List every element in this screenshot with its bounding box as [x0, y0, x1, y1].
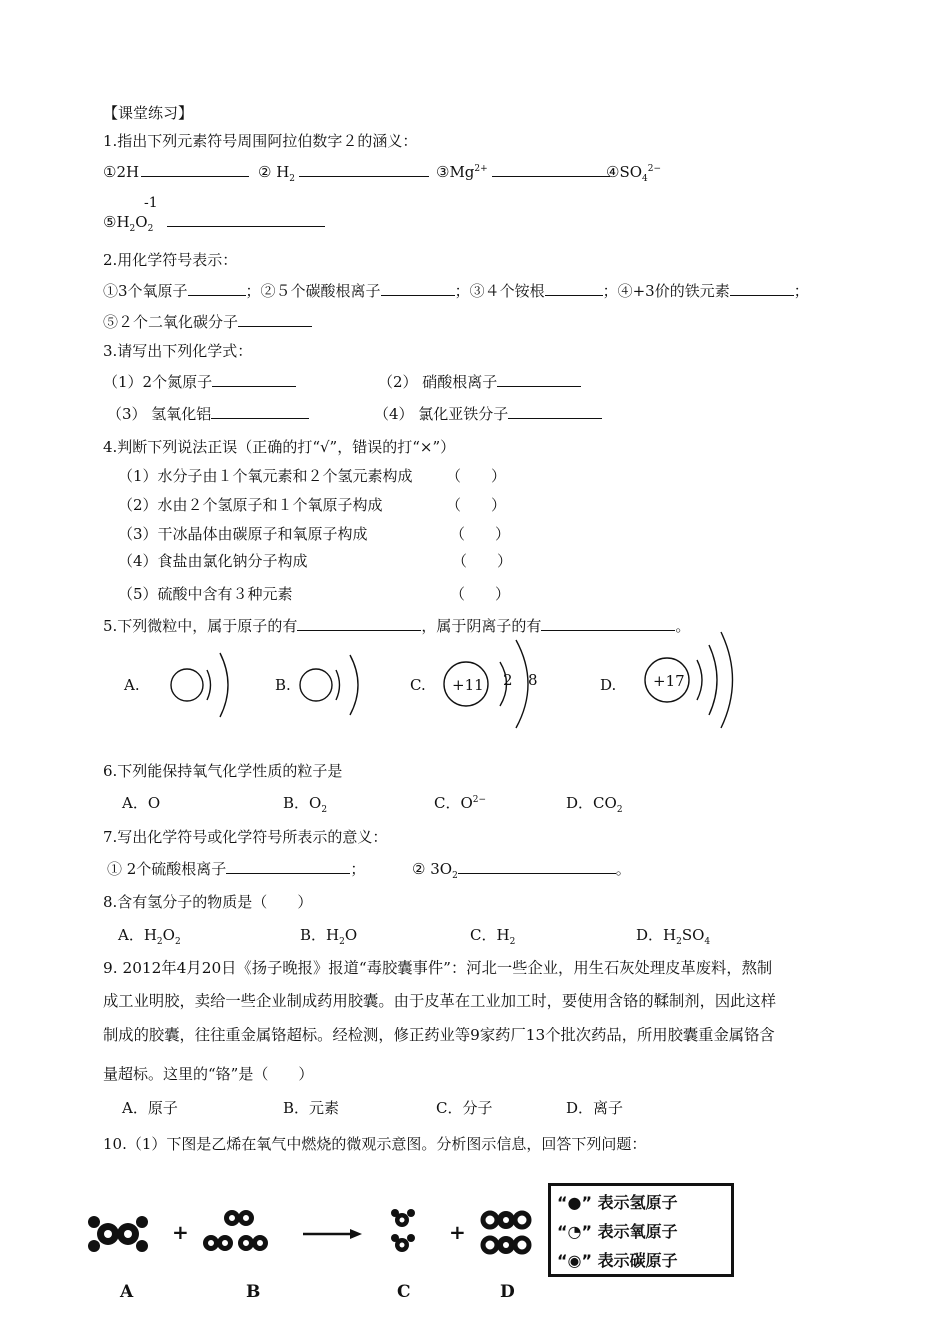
- q4-paren[interactable]: （ ）: [452, 552, 513, 570]
- q6-option-c[interactable]: C．$O^{2-}$: [434, 794, 487, 812]
- ion-c-shell2-count: 8: [528, 671, 538, 689]
- q3-c: （3） 氢氧化铝: [107, 404, 309, 424]
- reaction-arrow: [303, 1229, 362, 1239]
- q8-option-b[interactable]: B．$H_2O$: [300, 926, 358, 947]
- legend-oxygen: “◔” 表示氧原子: [557, 1222, 678, 1241]
- q6-option-a[interactable]: A．O: [122, 794, 161, 812]
- q3-stem: 3.请写出下列化学式：: [103, 342, 253, 360]
- q9-option-b[interactable]: B．元素: [283, 1099, 340, 1117]
- q2-line2: ⑤２个二氧化碳分子: [103, 312, 312, 332]
- q9-line4: 量超标。这里的“铬”是（ ）: [103, 1065, 314, 1083]
- molecules-c-water: [391, 1209, 415, 1252]
- q3-a: （1）2个氮原子: [103, 372, 296, 392]
- q4-item: （2）水由２个氢原子和１个氧原子构成: [118, 496, 383, 514]
- q7-stem: 7.写出化学符号或化学符号所表示的意义：: [103, 828, 388, 846]
- diagram-label-c: C: [397, 1282, 411, 1302]
- diagram-label-d: D: [500, 1282, 515, 1302]
- q8-option-c[interactable]: C．$H_2$: [470, 926, 516, 947]
- q9-line1: 9. 2012年4月20日《扬子晚报》报道“毒胶囊事件”：河北一些企业，用生石灰处理皮革废料，熬制: [103, 959, 773, 977]
- q2-line1: ①3个氧原子 ；②５个碳酸根离子 ；③４个铵根 ；④+3价的铁元素 ；: [103, 282, 809, 300]
- q1-item3: $③Mg^{2+}$: [436, 162, 610, 182]
- q4-stem: 4.判断下列说法正误（正确的打“√”，错误的打“×”）: [103, 438, 456, 456]
- q1-item5: $⑤H_2O_2$: [103, 212, 325, 232]
- q4-paren[interactable]: （ ）: [450, 525, 511, 543]
- q8-option-d[interactable]: D．$H_2SO_4$: [636, 926, 711, 947]
- q1-item4: $④SO_4^{2-}$: [606, 163, 662, 184]
- q1-item1: ①2H: [103, 162, 249, 182]
- molecule-a-ethylene: [88, 1216, 148, 1252]
- q4-item: （1）水分子由１个氧元素和２个氢元素构成: [118, 467, 413, 485]
- q8-stem: 8.含有氢分子的物质是（ ）: [103, 893, 313, 911]
- q4-item: （5）硫酸中含有３种元素: [118, 585, 293, 603]
- ion-d-nucleus-label: +17: [653, 672, 685, 690]
- legend-carbon: “◉” 表示碳原子: [557, 1251, 678, 1270]
- plus-sign: +: [449, 1220, 466, 1244]
- q9-line2: 成工业明胶，卖给一些企业制成药用胶囊。由于皮革在工业加工时，要使用含铬的鞣制剂，因此这样: [103, 992, 777, 1010]
- q9-option-a[interactable]: A．原子: [122, 1099, 178, 1117]
- q4-item: （4）食盐由氯化钠分子构成: [118, 552, 308, 570]
- diagram-label-a: A: [120, 1282, 134, 1302]
- q4-paren[interactable]: （ ）: [450, 585, 511, 603]
- q5-label-d: D.: [600, 676, 617, 694]
- q9-option-d[interactable]: D．离子: [566, 1099, 624, 1117]
- q6-stem: 6.下列能保持氧气化学性质的粒子是: [103, 762, 343, 780]
- q2-stem: 2.用化学符号表示：: [103, 251, 238, 269]
- q5-label-b: B.: [275, 676, 291, 694]
- ion-c-shell1-count: 2: [503, 671, 513, 689]
- q10-stem: 10.（1）下图是乙烯在氧气中燃烧的微观示意图。分析图示信息，回答下列问题：: [103, 1135, 647, 1153]
- q1-item2: ② $H_2$: [258, 162, 429, 182]
- q4-paren[interactable]: （ ）: [446, 496, 507, 514]
- q4-item: （3）干冰晶体由碳原子和氧原子构成: [118, 525, 368, 543]
- q3-b: （2） 硝酸根离子: [378, 372, 581, 392]
- q9-line3: 制成的胶囊，往往重金属铬超标。经检测，修正药业等9家药厂13个批次药品，所用胶囊重金属铬含: [103, 1026, 775, 1044]
- ion-c-nucleus-label: +11: [452, 676, 484, 694]
- q8-option-a[interactable]: A．$H_2O_2$: [118, 926, 181, 947]
- q3-d: （4） 氯化亚铁分子: [374, 404, 602, 424]
- q7-a: ① 2个硫酸根离子 ；: [107, 860, 366, 878]
- diagram-legend: [548, 1183, 734, 1277]
- q4-paren[interactable]: （ ）: [446, 467, 507, 485]
- section-title: 【课堂练习】: [103, 104, 194, 122]
- q6-option-b[interactable]: B．$O_2$: [283, 794, 328, 815]
- q6-option-d[interactable]: D．$CO_2$: [566, 794, 623, 815]
- q9-option-c[interactable]: C．分子: [436, 1099, 493, 1117]
- q5-label-a: A.: [124, 676, 140, 694]
- q1-valence: -1: [144, 195, 158, 211]
- q5-stem: 5.下列微粒中，属于原子的有 ，属于阴离子的有 。: [103, 617, 691, 635]
- q1-stem: 1.指出下列元素符号周围阿拉伯数字２的涵义：: [103, 132, 418, 150]
- diagram-label-b: B: [246, 1282, 261, 1302]
- plus-sign: +: [172, 1220, 189, 1244]
- molecules-b-oxygen: [206, 1213, 266, 1249]
- q5-label-c: C.: [410, 676, 426, 694]
- molecules-d-carbon-dioxide: [483, 1211, 529, 1254]
- legend-hydrogen: “●” 表示氢原子: [557, 1193, 678, 1212]
- q7-b: ② $3O_2$ 。: [412, 860, 631, 881]
